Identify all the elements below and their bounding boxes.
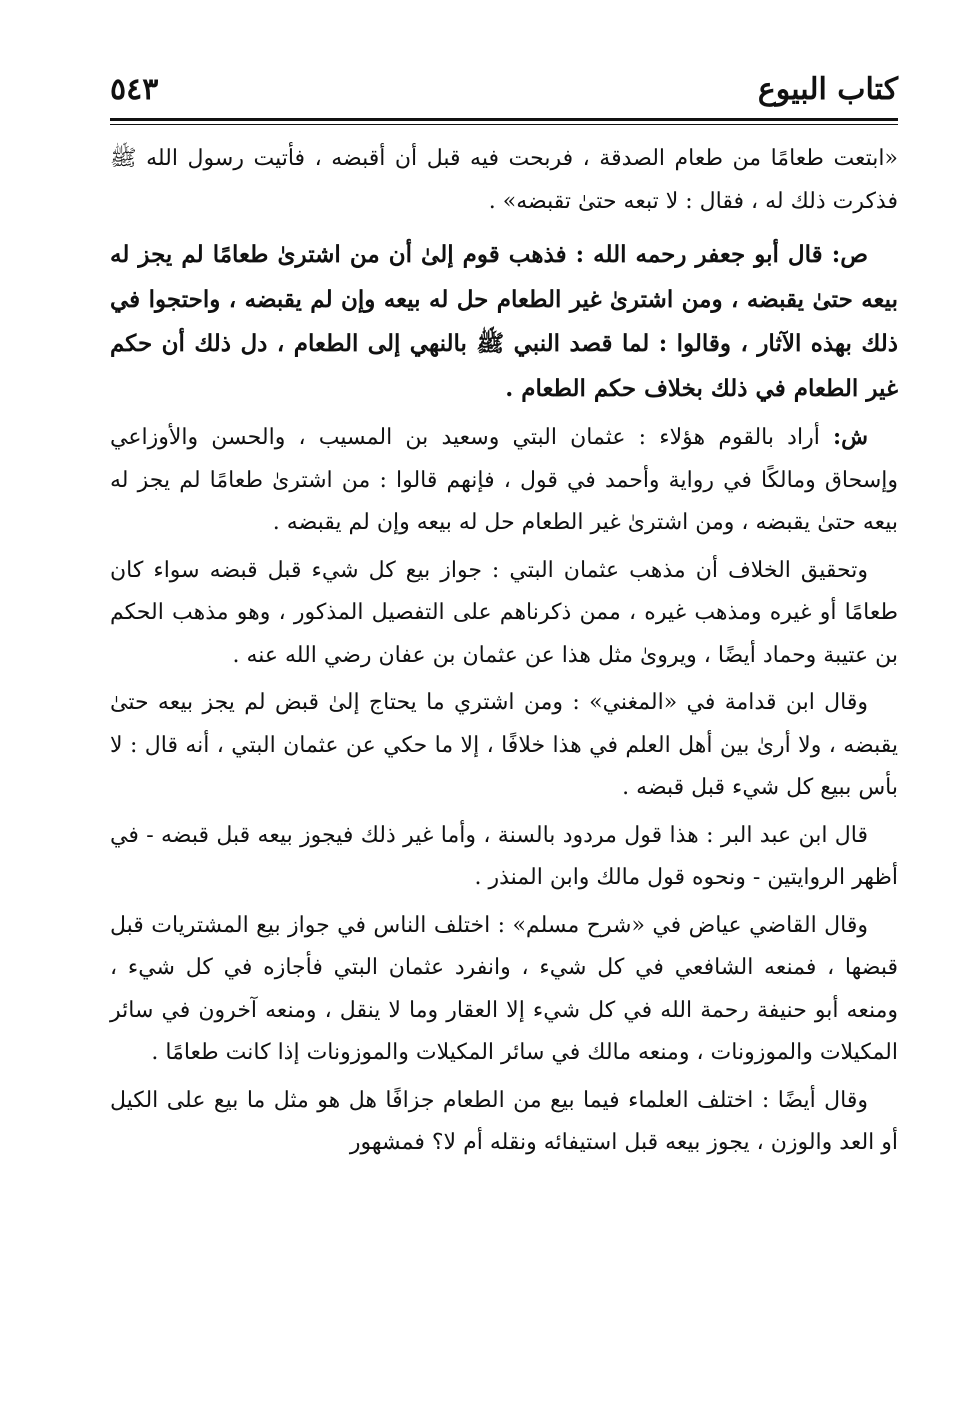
paragraph-qadi-iyad [110,905,898,1075]
paragraph-text: وتحقيق الخلاف أن مذهب عثمان البتي : جواز بيع كل شيء قبل قبضه سواء كان طعامًا أو غيره ومذهب غيره ، ممن ذكرناهم على التفصيل المذكور ، وهو مذهب الحكم بن عتيبة وحماد أيضًا ، ويروىٰ مثل هذا عن عثمان بن عفان رضي الله عنه . [110,557,898,668]
paragraph-matn [110,233,898,411]
paragraph-text: وقال أيضًا : اختلف العلماء فيما بيع من الطعام جزافًا هل هو مثل ما بيع على الكيل أو العد والوزن ، يجوز بيعه قبل استيفائه ونقله أم لا؟ فمشهور [110,1087,898,1155]
paragraph-text: وقال ابن قدامة في «المغني» : ومن اشتري ما يحتاج إلىٰ قبض لم يجز بيعه حتىٰ يقبضه ، ولا أرىٰ بين أهل العلم في هذا خلافًا ، إلا ما حكي عن عثمان البتي ، أنه قال : لا بأس ببيع كل شيء قبل قبضه . [110,690,898,800]
header-rule-thin [110,124,898,125]
paragraph-tahqiq [110,550,898,678]
page-number: ٥٤٣ [110,72,159,107]
paragraph-text: وقال القاضي عياض في «شرح مسلم» : اختلف الناس في جواز بيع المشتريات قبل قبضها ، فمنعه الشافعي في كل شيء ، وانفرد عثمان البتي فأجازه في كل شيء ، ومنعه أبو حنيفة رحمة الله في كل شيء إلا العقار وما لا ينقل ، ومنعه آخرون في سائر المكيلات والموزونات ، ومنعه مالك في سائر المكيلات والموزونات إذا كانت طعامًا . [110,912,898,1065]
page-header [110,70,898,118]
section-marker-shin: ش: [833,424,868,450]
section-marker-sad: ص: [831,241,868,268]
paragraph-ibn-abd-albarr [110,815,898,900]
paragraph-ibn-qudama [110,682,898,810]
paragraph-text: «ابتعت طعامًا من طعام الصدقة ، فربحت فيه قبل أن أقبضه ، فأتيت رسول الله ﷺ فذكرت ذلك له ، فقال : لا تبعه حتىٰ تقبضه» . [110,146,898,214]
paragraph-hadith-continuation [110,138,898,223]
body-text [110,138,898,1165]
paragraph-sharh [110,416,898,545]
header-rule-thick [110,118,898,121]
paragraph-text: قال ابن عبد البر : هذا قول مردود بالسنة ، وأما غير ذلك فيجوز بيعه قبل قبضه - في أظهر الروايتين - ونحوه قول مالك وابن المنذر . [110,822,898,890]
running-title: كتاب البيوع [757,72,898,107]
paragraph-text: قال أبو جعفر رحمه الله : فذهب قوم إلىٰ أن من اشترىٰ طعامًا لم يجز له بيعه حتىٰ يقبضه ، ومن اشترىٰ غير الطعام حل له بيعه وإن لم يقبضه ، واحتجوا في ذلك بهذه الآثار ، وقالوا : لما قصد النبي ﷺ بالنهي إلى الطعام ، دل ذلك أن حكم غير الطعام في ذلك بخلاف حكم الطعام . [110,241,898,402]
paragraph-text: أراد بالقوم هؤلاء : عثمان البتي وسعيد بن المسيب ، والحسن والأوزاعي وإسحاق ومالكًا في رواية وأحمد في قول ، فإنهم قالوا : من اشترىٰ طعامًا لم يجز له بيعه حتىٰ يقبضه ، ومن اشترىٰ غير الطعام حل له بيعه وإن لم يقبضه . [110,425,898,535]
paragraph-qala-aydan [110,1080,898,1165]
